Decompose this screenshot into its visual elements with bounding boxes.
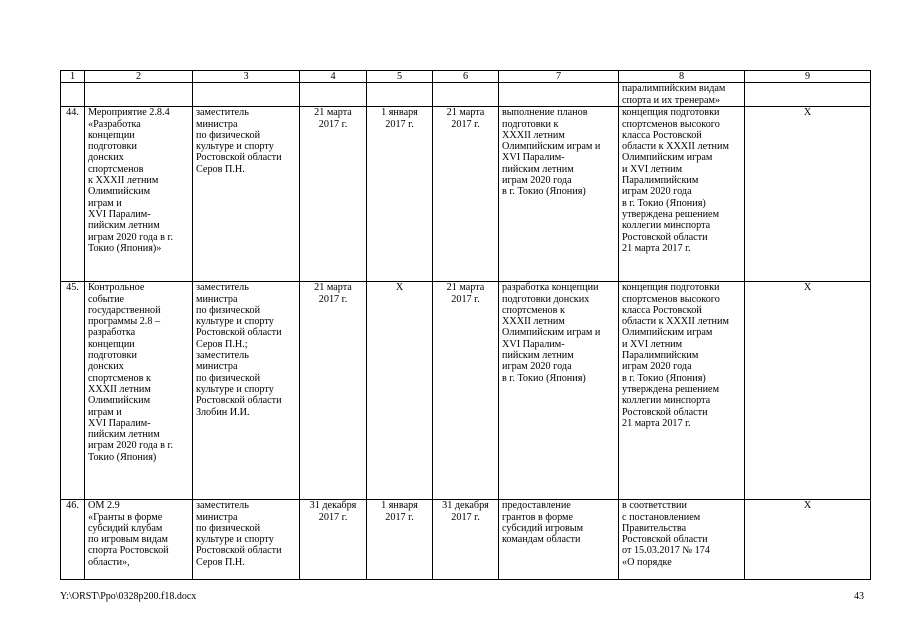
column-number: 7 <box>499 71 619 83</box>
description-cell: выполнение планов подготовки к XXXII летним Олимпийским играм и XVI Паралим- пийским летним играм 2020 года в г. Токио (Япония) <box>499 107 619 282</box>
table-cell <box>85 83 193 107</box>
date-cell: 21 марта 2017 г. <box>300 282 367 500</box>
event-name-cell: ОМ 2.9 «Гранты в форме субсидий клубам по игровым видам спорта Ростовской области», <box>85 500 193 580</box>
result-cell: концепция подготовки спортсменов высокого класса Ростовской области к XXXII летним Олимпийским играм и XVI летним Паралимпийским играм 2020 года в г. Токио (Япония) утверждена решением коллегии минспорта Ростовской области 21 марта 2017 г. <box>619 282 745 500</box>
date-cell: 31 декабря 2017 г. <box>433 500 499 580</box>
description-cell: предоставление грантов в форме субсидий игровым командам области <box>499 500 619 580</box>
program-table <box>60 70 871 580</box>
column-number: 6 <box>433 71 499 83</box>
date-cell: 1 января 2017 г. <box>367 107 433 282</box>
mark-cell: Х <box>745 282 871 500</box>
table-cell <box>745 83 871 107</box>
date-cell: 31 декабря 2017 г. <box>300 500 367 580</box>
mark-cell: Х <box>745 500 871 580</box>
row-number: 45. <box>61 282 85 500</box>
date-cell: Х <box>367 282 433 500</box>
column-number: 2 <box>85 71 193 83</box>
result-cell: в соответствии с постановлением Правительства Ростовской области от 15.03.2017 № 174 «О порядке <box>619 500 745 580</box>
event-name-cell: Мероприятие 2.8.4 «Разработка концепции подготовки донских спортсменов к XXXII летним Олимпийским играм и XVI Паралим- пийским летним играм 2020 года в г. Токио (Япония)» <box>85 107 193 282</box>
event-name-cell: Контрольное событие государственной программы 2.8 – разработка концепции подготовки донских спортсменов к XXXII летним Олимпийским играм и XVI Паралим- пийским летним играм 2020 года в г. Токио (Япония) <box>85 282 193 500</box>
table-cell <box>193 83 300 107</box>
column-number: 3 <box>193 71 300 83</box>
table-row <box>61 500 871 580</box>
table-cell <box>433 83 499 107</box>
result-cell: концепция подготовки спортсменов высокого класса Ростовской области к XXXII летним Олимпийским играм и XVI летним Паралимпийским играм 2020 года в г. Токио (Япония) утверждена решением коллегии минспорта Ростовской области 21 марта 2017 г. <box>619 107 745 282</box>
table-cell <box>61 83 85 107</box>
date-cell: 21 марта 2017 г. <box>433 107 499 282</box>
responsible-cell: заместитель министра по физической культуре и спорту Ростовской области Серов П.Н. <box>193 500 300 580</box>
footer-file-path: Y:\ORST\Ppo\0328p200.f18.docx <box>60 591 197 602</box>
table-cell <box>367 83 433 107</box>
date-cell: 21 марта 2017 г. <box>433 282 499 500</box>
table-row <box>61 107 871 282</box>
column-number: 4 <box>300 71 367 83</box>
responsible-cell: заместитель министра по физической культуре и спорту Ростовской области Серов П.Н.; заместитель министра по физической культуре и спорту Ростовской области Злобин И.И. <box>193 282 300 500</box>
row-number: 44. <box>61 107 85 282</box>
table-row <box>61 282 871 500</box>
page-number: 43 <box>854 591 864 602</box>
responsible-cell: заместитель министра по физической культуре и спорту Ростовской области Серов П.Н. <box>193 107 300 282</box>
column-number-row <box>61 71 871 83</box>
result-cell: паралимпийским видам спорта и их тренерам» <box>619 83 745 107</box>
mark-cell: Х <box>745 107 871 282</box>
column-number: 9 <box>745 71 871 83</box>
table-cell <box>499 83 619 107</box>
description-cell: разработка концепции подготовки донских спортсменов к XXXII летним Олимпийским играм и XVI Паралим- пийским летним играм 2020 года в г. Токио (Япония) <box>499 282 619 500</box>
continuation-row <box>61 83 871 107</box>
table-cell <box>300 83 367 107</box>
column-number: 1 <box>61 71 85 83</box>
date-cell: 21 марта 2017 г. <box>300 107 367 282</box>
row-number: 46. <box>61 500 85 580</box>
column-number: 8 <box>619 71 745 83</box>
column-number: 5 <box>367 71 433 83</box>
date-cell: 1 января 2017 г. <box>367 500 433 580</box>
